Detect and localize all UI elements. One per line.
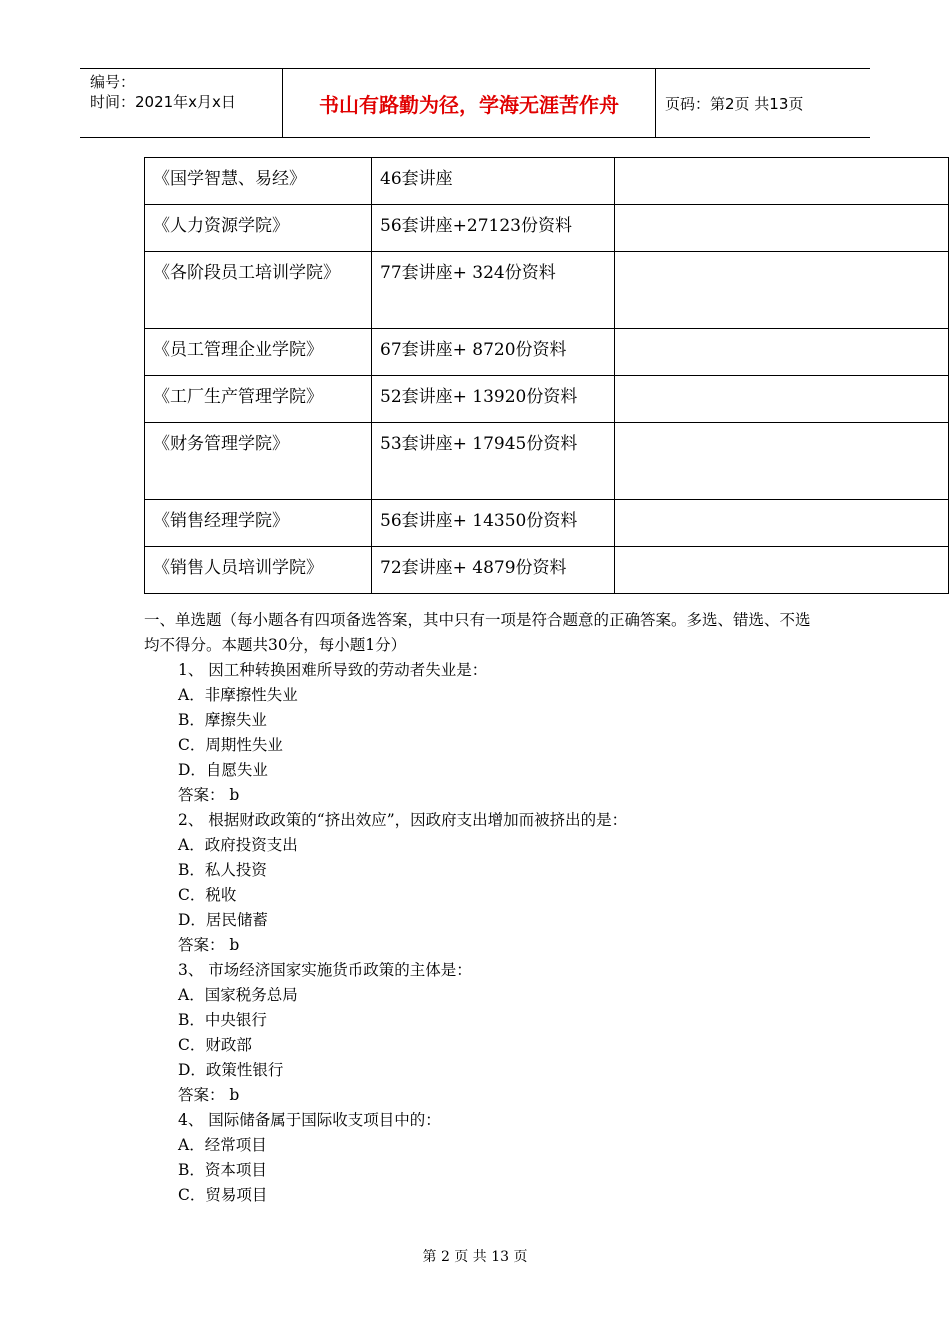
row-extra: [615, 500, 949, 547]
row-name: 《销售经理学院》: [145, 500, 372, 547]
row-name: 《人力资源学院》: [145, 205, 372, 252]
row-content-text: 53套讲座+ 17945份资料: [380, 434, 578, 454]
row-extra: [615, 329, 949, 376]
page-header: [80, 68, 870, 138]
option: B．中央银行: [178, 1011, 267, 1029]
option: B．摩擦失业: [178, 711, 267, 729]
date-label: 时间：2021年x月x日: [90, 93, 236, 111]
row-extra: [615, 252, 949, 329]
row-content: 56套讲座+ 14350份资料: [372, 500, 615, 547]
question-4: [144, 1108, 824, 1208]
option: A．国家税务总局: [178, 986, 298, 1004]
serial-label: 编号：: [90, 73, 136, 91]
option: C．税收: [178, 886, 237, 904]
row-content: 72套讲座+ 4879份资料: [372, 547, 615, 594]
answer: 答案： b: [178, 1086, 240, 1104]
header-motto: 书山有路勤为径，学海无涯苦作舟: [319, 92, 619, 117]
row-name: 《国学智慧、易经》: [145, 158, 372, 205]
option: A．经常项目: [178, 1136, 267, 1154]
header-meta: [80, 69, 282, 137]
row-extra: [615, 376, 949, 423]
table-row: [145, 423, 949, 500]
row-name-text: 《各阶段员工培训学院》: [153, 263, 340, 283]
option: B．资本项目: [178, 1161, 267, 1179]
row-content: [372, 423, 615, 500]
row-content: 46套讲座: [372, 158, 615, 205]
page-footer: 第 2 页 共 13 页: [422, 1249, 528, 1265]
single-choice-section: [144, 608, 824, 1208]
answer: 答案： b: [178, 936, 240, 954]
question-3: [144, 958, 824, 1108]
row-extra: [615, 547, 949, 594]
row-extra: [615, 158, 949, 205]
table-row: [145, 252, 949, 329]
table-row: [145, 158, 949, 205]
section-intro: 一、单选题（每小题各有四项备选答案，其中只有一项是符合题意的正确答案。多选、错选、不选均不得分。本题共30分，每小题1分）: [144, 611, 811, 654]
row-name: 《财务管理学院》: [145, 423, 372, 500]
resource-table: [144, 157, 949, 594]
table-row: [145, 547, 949, 594]
option: A．政府投资支出: [178, 836, 298, 854]
question-text: 4、 国际储备属于国际收支项目中的：: [178, 1111, 441, 1129]
question-text: 2、 根据财政政策的“挤出效应”，因政府支出增加而被挤出的是：: [178, 811, 628, 829]
row-name: 《销售人员培训学院》: [145, 547, 372, 594]
row-name: 《工厂生产管理学院》: [145, 376, 372, 423]
option: D．居民储蓄: [178, 911, 268, 929]
option: C．财政部: [178, 1036, 252, 1054]
header-motto-cell: [282, 69, 656, 137]
question-text: 1、 因工种转换困难所导致的劳动者失业是：: [178, 661, 488, 679]
answer: 答案： b: [178, 786, 240, 804]
row-name: [145, 252, 372, 329]
table-row: [145, 205, 949, 252]
row-content: 52套讲座+ 13920份资料: [372, 376, 615, 423]
header-page-info: 页码：第2页 共13页: [665, 94, 804, 113]
row-extra: [615, 423, 949, 500]
question-2: [144, 808, 824, 958]
row-content: 56套讲座+27123份资料: [372, 205, 615, 252]
row-content: 67套讲座+ 8720份资料: [372, 329, 615, 376]
option: D．政策性银行: [178, 1061, 284, 1079]
row-name: 《员工管理企业学院》: [145, 329, 372, 376]
option: D．自愿失业: [178, 761, 268, 779]
option: A．非摩擦性失业: [178, 686, 298, 704]
option: C．贸易项目: [178, 1186, 268, 1204]
question-text: 3、 市场经济国家实施货币政策的主体是：: [178, 961, 472, 979]
table-row: [145, 376, 949, 423]
option: B．私人投资: [178, 861, 267, 879]
option: C．周期性失业: [178, 736, 283, 754]
table-row: [145, 329, 949, 376]
row-content: 77套讲座+ 324份资料: [372, 252, 615, 329]
row-extra: [615, 205, 949, 252]
question-1: [144, 658, 824, 808]
table-row: [145, 500, 949, 547]
